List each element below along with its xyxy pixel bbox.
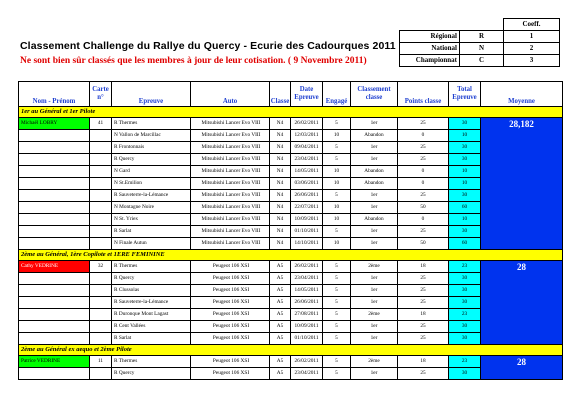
empty-cell xyxy=(90,142,112,154)
cell-auto: Peugeot 106 XSI xyxy=(191,368,270,380)
cell-total: 30 xyxy=(449,368,481,380)
coeff-code: R xyxy=(460,31,504,43)
cell-auto: Peugeot 106 XSI xyxy=(191,309,270,321)
cell-classement: Abandon xyxy=(351,214,398,226)
card-number: 11 xyxy=(90,356,112,368)
section-heading: 2ème au Général, 1ère Copilote et 1ERE FEMININE xyxy=(19,250,563,261)
cell-classement: 1er xyxy=(351,238,398,250)
coeff-value: 2 xyxy=(504,43,560,55)
empty-cell xyxy=(90,178,112,190)
section-heading-row xyxy=(19,107,563,118)
cell-points: 50 xyxy=(398,238,449,250)
col-header-classe: Classe xyxy=(270,82,291,107)
cell-points: 25 xyxy=(398,118,449,130)
cell-total: 30 xyxy=(449,321,481,333)
page-title: Classement Challenge du Rallye du Quercy - Ecurie des Cadourques 2011 xyxy=(20,40,396,52)
cell-classe: A5 xyxy=(270,356,291,368)
empty-cell xyxy=(19,333,90,345)
driver-name: Cathy VEDRINE xyxy=(19,261,90,273)
cell-date: 22/07/2011 xyxy=(291,202,323,214)
cell-classe: A5 xyxy=(270,368,291,380)
cell-points: 0 xyxy=(398,214,449,226)
cell-date: 01/10/2011 xyxy=(291,333,323,345)
cell-classement: Abandon xyxy=(351,178,398,190)
cell-engage: 10 xyxy=(323,214,351,226)
cell-epreuve: R Frontonnais xyxy=(112,142,191,154)
col-header-total: Total Epreuve xyxy=(449,82,481,107)
cell-engage: 5 xyxy=(323,226,351,238)
empty-cell xyxy=(19,226,90,238)
cell-date: 23/04/2011 xyxy=(291,154,323,166)
cell-points: 25 xyxy=(398,297,449,309)
cell-classe: N4 xyxy=(270,226,291,238)
empty-cell xyxy=(90,214,112,226)
cell-engage: 5 xyxy=(323,285,351,297)
cell-classe: A5 xyxy=(270,285,291,297)
empty-cell xyxy=(90,154,112,166)
cell-epreuve: R Cent Vallées xyxy=(112,321,191,333)
cell-epreuve: R Quercy xyxy=(112,154,191,166)
empty-cell xyxy=(90,273,112,285)
cell-date: 01/10/2011 xyxy=(291,226,323,238)
empty-cell xyxy=(90,321,112,333)
cell-classement: 1er xyxy=(351,368,398,380)
cell-classement: Abandon xyxy=(351,130,398,142)
cell-classe: N4 xyxy=(270,154,291,166)
empty-cell xyxy=(90,297,112,309)
coefficient-table xyxy=(399,18,560,67)
cell-classement: 1er xyxy=(351,321,398,333)
cell-engage: 5 xyxy=(323,142,351,154)
cell-classement: 1er xyxy=(351,226,398,238)
cell-engage: 5 xyxy=(323,309,351,321)
cell-auto: Mitsubishi Lancer Evo VIII xyxy=(191,214,270,226)
cell-engage: 5 xyxy=(323,356,351,368)
cell-date: 14/05/2011 xyxy=(291,285,323,297)
cell-classe: N4 xyxy=(270,214,291,226)
coeff-code: N xyxy=(460,43,504,55)
cell-classe: A5 xyxy=(270,309,291,321)
cell-classe: N4 xyxy=(270,190,291,202)
cell-date: 26/02/2011 xyxy=(291,356,323,368)
table-row xyxy=(19,261,563,273)
cell-date: 26/06/2011 xyxy=(291,190,323,202)
empty-cell xyxy=(19,154,90,166)
average-score: 28 xyxy=(481,261,563,345)
cell-auto: Peugeot 106 XSI xyxy=(191,297,270,309)
cell-date: 14/10/2011 xyxy=(291,238,323,250)
cell-points: 25 xyxy=(398,285,449,297)
cell-points: 0 xyxy=(398,178,449,190)
cell-epreuve: N Gard xyxy=(112,166,191,178)
cell-auto: Mitsubishi Lancer Evo VIII xyxy=(191,154,270,166)
cell-engage: 5 xyxy=(323,321,351,333)
cell-points: 25 xyxy=(398,142,449,154)
cell-engage: 5 xyxy=(323,261,351,273)
coeff-value: 3 xyxy=(504,55,560,67)
empty-cell xyxy=(19,285,90,297)
cell-epreuve: R Sauveterre-la-Lémance xyxy=(112,190,191,202)
section-heading: 2ème au Général ex aequo et 2ème Pilote xyxy=(19,345,563,356)
cell-total: 30 xyxy=(449,154,481,166)
cell-classe: N4 xyxy=(270,202,291,214)
section-heading-row xyxy=(19,250,563,261)
cell-date: 26/02/2011 xyxy=(291,118,323,130)
cell-date: 03/06/2011 xyxy=(291,178,323,190)
cell-auto: Mitsubishi Lancer Evo VIII xyxy=(191,202,270,214)
empty-cell xyxy=(90,226,112,238)
cell-total: 30 xyxy=(449,142,481,154)
cell-total: 23 xyxy=(449,356,481,368)
cell-engage: 5 xyxy=(323,368,351,380)
empty-cell xyxy=(19,321,90,333)
cell-date: 12/03/2011 xyxy=(291,130,323,142)
coeff-label: National xyxy=(400,43,460,55)
empty-cell xyxy=(19,166,90,178)
cell-auto: Mitsubishi Lancer Evo VIII xyxy=(191,166,270,178)
cell-epreuve: R Quercy xyxy=(112,273,191,285)
coeff-header: Coeff. xyxy=(504,19,560,31)
cell-epreuve: N St.Emilion xyxy=(112,178,191,190)
empty-cell xyxy=(90,130,112,142)
cell-points: 25 xyxy=(398,154,449,166)
cell-points: 25 xyxy=(398,273,449,285)
table-header-row xyxy=(19,82,563,107)
cell-classe: A5 xyxy=(270,273,291,285)
cell-auto: Mitsubishi Lancer Evo VIII xyxy=(191,130,270,142)
cell-engage: 10 xyxy=(323,238,351,250)
cell-engage: 5 xyxy=(323,190,351,202)
coeff-value: 1 xyxy=(504,31,560,43)
table-row xyxy=(19,118,563,130)
section-heading-row xyxy=(19,345,563,356)
col-header-moyenne: Moyenne xyxy=(481,82,563,107)
empty-cell xyxy=(90,166,112,178)
cell-classement: 2ème xyxy=(351,309,398,321)
col-header-epreuve: Epreuve xyxy=(112,82,191,107)
ranking-table xyxy=(18,81,563,380)
empty-cell xyxy=(90,309,112,321)
cell-auto: Peugeot 106 XSI xyxy=(191,285,270,297)
col-header-engage: Engagé xyxy=(323,82,351,107)
empty-cell xyxy=(19,214,90,226)
cell-total: 10 xyxy=(449,214,481,226)
cell-engage: 5 xyxy=(323,297,351,309)
empty-cell xyxy=(19,273,90,285)
cell-classement: 1er xyxy=(351,297,398,309)
cell-total: 10 xyxy=(449,130,481,142)
average-score: 28,182 xyxy=(481,118,563,250)
cell-epreuve: N St. Yriex xyxy=(112,214,191,226)
cell-classement: 2ème xyxy=(351,356,398,368)
coeff-label: Championnat xyxy=(400,55,460,67)
cell-classement: 1er xyxy=(351,285,398,297)
cell-engage: 10 xyxy=(323,202,351,214)
coeff-row xyxy=(400,55,560,67)
cell-points: 18 xyxy=(398,261,449,273)
cell-epreuve: R Duronque Mont Lagast xyxy=(112,309,191,321)
cell-classement: 2ème xyxy=(351,261,398,273)
cell-epreuve: R Clussolas xyxy=(112,285,191,297)
empty-cell xyxy=(19,142,90,154)
cell-classe: N4 xyxy=(270,238,291,250)
cell-classe: N4 xyxy=(270,118,291,130)
cell-auto: Peugeot 106 XSI xyxy=(191,321,270,333)
cell-points: 25 xyxy=(398,226,449,238)
col-header-classement: Classement classe xyxy=(351,82,398,107)
cell-date: 10/09/2011 xyxy=(291,214,323,226)
cell-total: 30 xyxy=(449,118,481,130)
cell-classement: Abandon xyxy=(351,166,398,178)
cell-engage: 10 xyxy=(323,178,351,190)
cell-total: 60 xyxy=(449,238,481,250)
empty-cell xyxy=(19,309,90,321)
cell-engage: 5 xyxy=(323,118,351,130)
empty-cell xyxy=(90,368,112,380)
coeff-code: C xyxy=(460,55,504,67)
cell-epreuve: R Thermes xyxy=(112,261,191,273)
cell-classe: N4 xyxy=(270,142,291,154)
empty-cell xyxy=(90,285,112,297)
col-header-nom: Nom - Prénom xyxy=(19,82,90,107)
cell-classe: N4 xyxy=(270,130,291,142)
cell-total: 23 xyxy=(449,309,481,321)
cell-classement: 1er xyxy=(351,333,398,345)
cell-total: 30 xyxy=(449,273,481,285)
cell-points: 0 xyxy=(398,130,449,142)
empty-cell xyxy=(90,202,112,214)
cell-epreuve: R Thermes xyxy=(112,118,191,130)
cell-epreuve: N Montagne Noire xyxy=(112,202,191,214)
col-header-carte: Carte n° xyxy=(90,82,112,107)
cell-engage: 5 xyxy=(323,333,351,345)
empty-cell xyxy=(19,130,90,142)
coeff-label: Régional xyxy=(400,31,460,43)
cell-engage: 5 xyxy=(323,273,351,285)
empty-cell xyxy=(19,190,90,202)
empty-cell xyxy=(19,297,90,309)
cell-auto: Mitsubishi Lancer Evo VIII xyxy=(191,178,270,190)
average-score: 28 xyxy=(481,356,563,380)
cell-total: 10 xyxy=(449,178,481,190)
cell-points: 25 xyxy=(398,368,449,380)
cell-total: 30 xyxy=(449,226,481,238)
cell-total: 10 xyxy=(449,166,481,178)
cell-epreuve: R Thermes xyxy=(112,356,191,368)
cell-classe: A5 xyxy=(270,321,291,333)
cell-classement: 1er xyxy=(351,118,398,130)
empty-cell xyxy=(19,238,90,250)
empty-cell xyxy=(90,238,112,250)
empty-cell xyxy=(90,190,112,202)
cell-epreuve: N Vallon de Marcillac xyxy=(112,130,191,142)
col-header-points: Points classe xyxy=(398,82,449,107)
empty-cell xyxy=(19,178,90,190)
cell-points: 25 xyxy=(398,321,449,333)
empty-cell xyxy=(19,368,90,380)
cell-date: 09/04/2011 xyxy=(291,142,323,154)
cell-auto: Mitsubishi Lancer Evo VIII xyxy=(191,238,270,250)
coeff-row xyxy=(400,43,560,55)
section-heading: 1er au Général et 1er Pilote xyxy=(19,107,563,118)
empty-cell xyxy=(90,333,112,345)
cell-classement: 1er xyxy=(351,202,398,214)
cell-date: 10/09/2011 xyxy=(291,321,323,333)
col-header-date: Date Epreuve xyxy=(291,82,323,107)
cell-epreuve: N Finale Autun xyxy=(112,238,191,250)
empty-cell xyxy=(19,202,90,214)
cell-total: 30 xyxy=(449,333,481,345)
cell-date: 26/02/2011 xyxy=(291,261,323,273)
cell-auto: Mitsubishi Lancer Evo VIII xyxy=(191,226,270,238)
cell-engage: 5 xyxy=(323,154,351,166)
cell-total: 23 xyxy=(449,261,481,273)
cell-engage: 10 xyxy=(323,166,351,178)
page-subtitle: Ne sont bien sûr classés que les membres à jour de leur cotisation. ( 9 Novembre 2011) xyxy=(20,56,367,66)
col-header-auto: Auto xyxy=(191,82,270,107)
cell-classement: 1er xyxy=(351,190,398,202)
cell-points: 18 xyxy=(398,356,449,368)
cell-auto: Peugeot 106 XSI xyxy=(191,356,270,368)
cell-auto: Peugeot 106 XSI xyxy=(191,333,270,345)
cell-points: 50 xyxy=(398,202,449,214)
cell-points: 0 xyxy=(398,166,449,178)
cell-total: 30 xyxy=(449,297,481,309)
cell-engage: 10 xyxy=(323,130,351,142)
cell-classe: N4 xyxy=(270,166,291,178)
cell-classe: N4 xyxy=(270,178,291,190)
cell-date: 27/08/2011 xyxy=(291,309,323,321)
cell-epreuve: R Sarlat xyxy=(112,226,191,238)
cell-date: 26/06/2011 xyxy=(291,297,323,309)
cell-epreuve: R Sarlat xyxy=(112,333,191,345)
cell-classement: 1er xyxy=(351,154,398,166)
cell-auto: Peugeot 106 XSI xyxy=(191,261,270,273)
table-row xyxy=(19,356,563,368)
cell-date: 14/05/2011 xyxy=(291,166,323,178)
cell-auto: Mitsubishi Lancer Evo VIII xyxy=(191,118,270,130)
cell-classe: A5 xyxy=(270,261,291,273)
cell-epreuve: R Quercy xyxy=(112,368,191,380)
coeff-row xyxy=(400,31,560,43)
cell-classement: 1er xyxy=(351,273,398,285)
card-number: 32 xyxy=(90,261,112,273)
cell-points: 25 xyxy=(398,190,449,202)
driver-name: Michaël LOBRY xyxy=(19,118,90,130)
cell-classement: 1er xyxy=(351,142,398,154)
cell-date: 23/04/2011 xyxy=(291,273,323,285)
cell-date: 23/04/2011 xyxy=(291,368,323,380)
cell-total: 30 xyxy=(449,190,481,202)
cell-classe: A5 xyxy=(270,297,291,309)
cell-total: 30 xyxy=(449,285,481,297)
card-number: 41 xyxy=(90,118,112,130)
cell-auto: Mitsubishi Lancer Evo VIII xyxy=(191,142,270,154)
cell-classe: A5 xyxy=(270,333,291,345)
cell-epreuve: R Sauveterre-la-Lémance xyxy=(112,297,191,309)
cell-points: 25 xyxy=(398,333,449,345)
cell-total: 60 xyxy=(449,202,481,214)
cell-auto: Mitsubishi Lancer Evo VIII xyxy=(191,190,270,202)
cell-auto: Peugeot 106 XSI xyxy=(191,273,270,285)
cell-points: 18 xyxy=(398,309,449,321)
driver-name: Patrice VEDRINE xyxy=(19,356,90,368)
